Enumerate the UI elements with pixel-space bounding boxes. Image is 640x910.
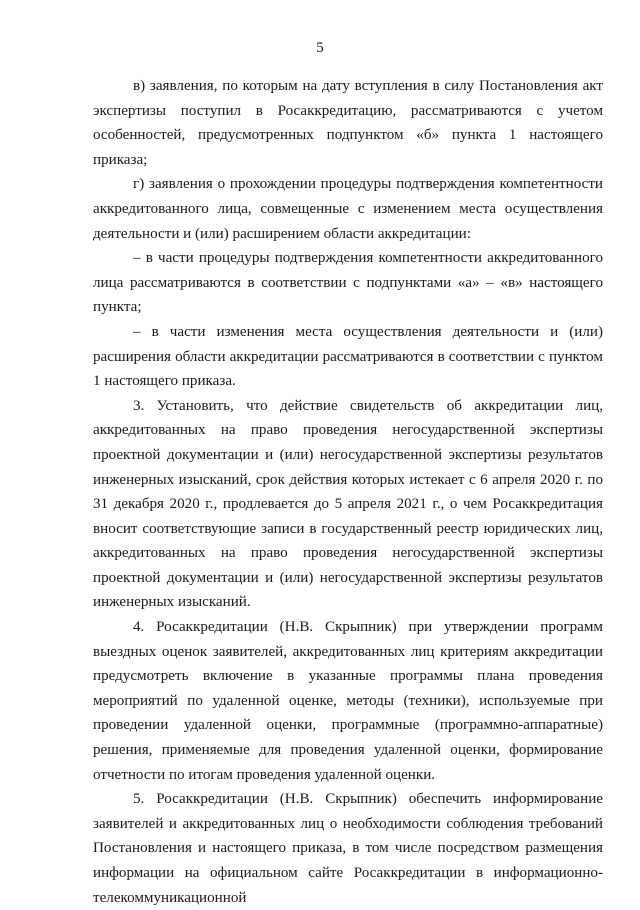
page-number: 5: [316, 40, 324, 56]
paragraph-3v: в) заявления, по которым на дату вступления в силу Постановления акт экспертизы поступил в Росаккредитацию, рассматриваются с учетом особенностей, предусмотренных подпунктом «б» пункта 1 настоящего приказа;: [93, 78, 603, 168]
paragraph-dash-location: – в части изменения места осуществления деятельности и (или) расширения области аккредитации рассматриваются в соответствии с пунктом 1 настоящего приказа.: [93, 323, 603, 390]
document-body: [93, 74, 603, 910]
paragraph-3g: г) заявления о прохождении процедуры подтверждения компетентности аккредитованного лица, совмещенные с изменением места осуществления деятельности и (или) расширением области аккредитации:: [93, 176, 603, 242]
paragraph-item-3: 3. Установить, что действие свидетельств об аккредитации лиц, аккредитованных на право проведения негосударственной экспертизы проектной документации и (или) негосударственной экспертизы результатов инженерных изысканий, срок действия которых истекает с 6 апреля 2020 г. по 31 декабря 2020 г., продлевается до 5 апреля 2021 г., о чем Росаккредитация вносит соответствующие записи в государственный реестр юридических лиц, аккредитованных на право проведения негосударственной экспертизы проектной документации и (или) негосударственной экспертизы результатов инженерных изысканий.: [93, 397, 603, 611]
paragraph-item-4: 4. Росаккредитации (Н.В. Скрыпник) при утверждении программ выездных оценок заявителей, аккредитованных лиц критериям аккредитации предусмотреть включение в указанные программы плана проведения мероприятий по удаленной оценке, методы (техники), используемые при проведении удаленной оценки, программные (программно-аппаратные) решения, применяемые для проведения удаленной оценки, формирование отчетности по итогам проведения удаленной оценки.: [93, 619, 603, 783]
paragraph-dash-competence: – в части процедуры подтверждения компетентности аккредитованного лица рассматриваются в соответствии с подпунктами «а» – «в» настоящего пункта;: [93, 250, 603, 316]
paragraph-item-5: 5. Росаккредитации (Н.В. Скрыпник) обеспечить информирование заявителей и аккредитованных лиц о необходимости соблюдения требований Постановления и настоящего приказа, в том числе посредством размещения информации на официальном сайте Росаккредитации в информационно-телекоммуникационной: [93, 791, 603, 906]
